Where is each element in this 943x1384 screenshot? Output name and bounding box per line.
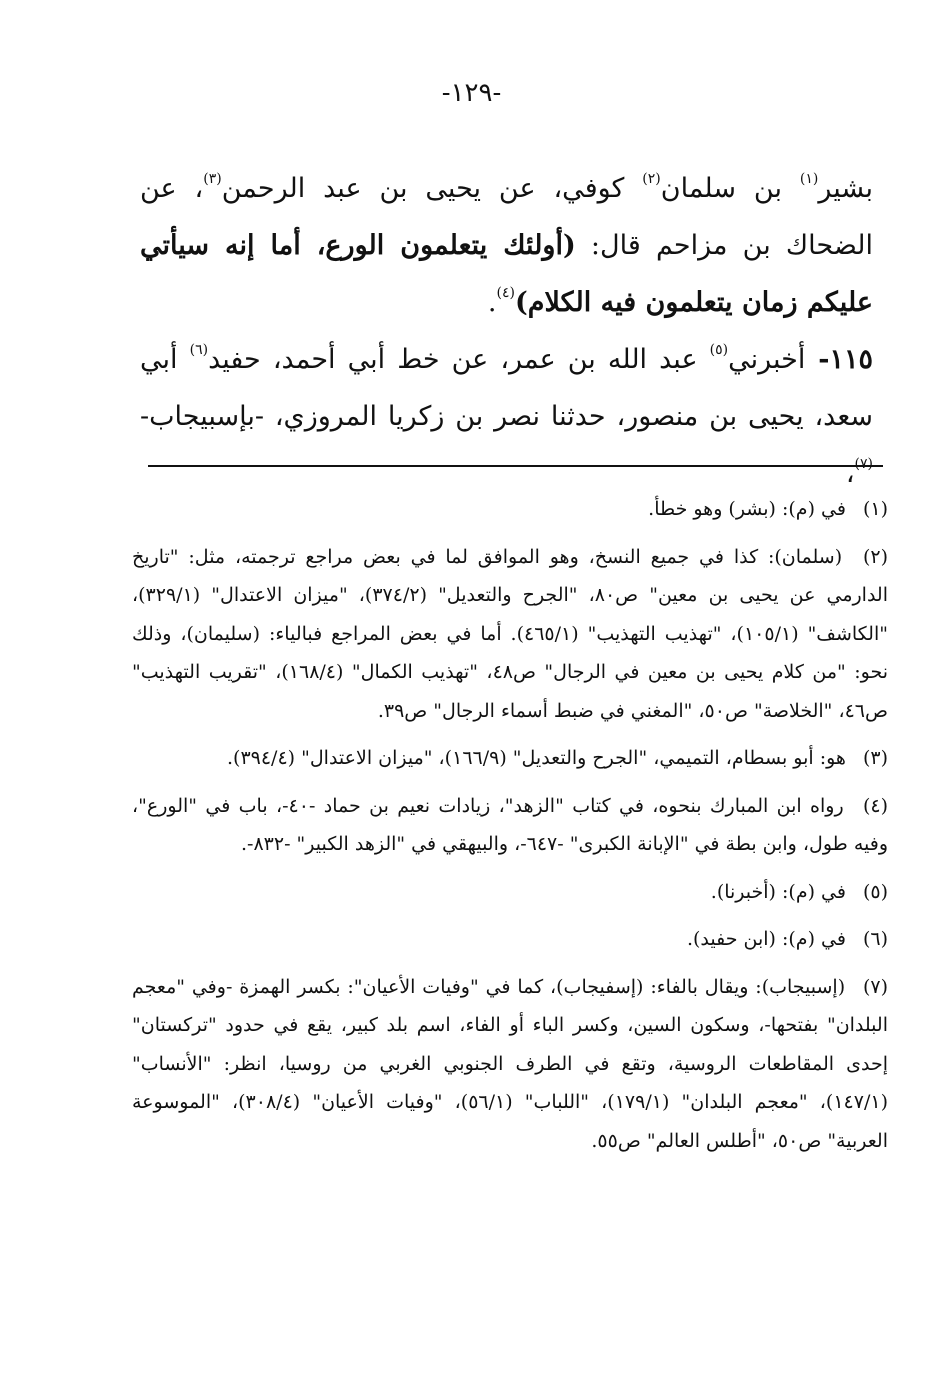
text-run: . xyxy=(487,287,497,318)
text-run: كوفي، عن يحيى بن عبد الرحمن xyxy=(221,173,643,204)
bold-text: (أولئك يتعلمون الورع، أما إنه سيأتي عليكم زمان يتعلمون فيه الكلام) xyxy=(140,230,873,318)
text-run: أبي سعد، يحيى بن منصور، حدثنا نصر بن زكريا المروزي، -بإسبيجاب- xyxy=(140,344,873,432)
page-number: -١٢٩- xyxy=(441,78,502,108)
footnote-6 xyxy=(132,920,888,959)
text-run: أخبرني xyxy=(728,344,806,375)
footnote-text: رواه ابن المبارك بنحوه، في كتاب "الزهد"، زيادات نعيم بن حماد -٤٠-، باب في "الورع"، وفيه طول، وابن بطة في "الإبانة الكبرى" -٦٤٧-، والبيهقي في "الزهد الكبير" -٨٣٢-. xyxy=(132,794,888,855)
footnote-5 xyxy=(132,873,888,912)
footnote-reference: (٦) xyxy=(189,342,209,358)
footnote-text: في (م): (ابن حفيد). xyxy=(686,928,846,950)
footnote-4 xyxy=(132,787,888,864)
footnote-reference: (١) xyxy=(799,171,819,187)
footnote-number: (٤) xyxy=(862,794,888,817)
footnote-text: هو: أبو بسطام، التميمي، "الجرح والتعديل" (١٦٦/٩)، "ميزان الاعتدال" (٣٩٤/٤). xyxy=(226,747,846,769)
footnote-1 xyxy=(132,490,888,529)
footnote-number: (١) xyxy=(862,498,888,520)
text-run: بشير xyxy=(818,173,873,204)
footnote-reference: (٧) xyxy=(854,456,873,472)
footnote-number: (٧) xyxy=(862,975,888,998)
footnote-2 xyxy=(132,538,888,731)
footnote-3 xyxy=(132,739,888,778)
footnote-number: (٥) xyxy=(862,880,888,903)
footnote-number: (٦) xyxy=(862,928,888,950)
footnote-number: (٢) xyxy=(862,545,888,568)
footnote-reference: (٢) xyxy=(642,171,661,187)
text-run: عبد الله بن عمر، عن خط أبي أحمد، حفيد xyxy=(208,344,710,375)
text-run: بن سلمان xyxy=(660,173,800,204)
footnote-divider xyxy=(148,465,883,467)
text-run: ، عن الضحاك بن مزاحم قال: xyxy=(140,173,873,261)
footnote-7 xyxy=(132,968,888,1161)
footnote-text: (سلمان): كذا في جميع النسخ، وهو الموافق لما في بعض مراجع ترجمته، مثل: "تاريخ الدارمي عن يحيى بن معين" ص٨٠، "الجرح والتعديل" (٣٧٤/٢)، "ميزان الاعتدال" (٣٢٩/١)، "الكاشف" (١٠٥/١)، "تهذيب التهذيب" (٤٦٥/١). أما في بعض المراجع فبالياء: (سليمان)، وذلك نحو: "من كلام يحيى بن معين في الرجال" ص٤٨، "تهذيب الكمال" (١٦٨/٤)، "تقريب التهذيب" ص٤٦، "الخلاصة" ص٥٠، "المغني في ضبط أسماء الرجال" ص٣٩. xyxy=(132,545,889,722)
footnote-number: (٣) xyxy=(862,747,888,769)
footnote-reference: (٤) xyxy=(496,285,515,301)
footnotes xyxy=(132,490,888,1169)
footnote-text: في (م): (بشر) وهو خطأ. xyxy=(648,498,846,520)
main-paragraph-2 xyxy=(140,331,873,502)
text-run: ، xyxy=(845,458,855,489)
main-paragraph-1 xyxy=(140,160,873,331)
bold-text: ١١٥- xyxy=(805,344,873,375)
footnote-reference: (٥) xyxy=(709,342,729,358)
footnote-reference: (٣) xyxy=(203,171,222,187)
footnote-text: (إسبيجاب): ويقال بالفاء: (إسفيجاب)، كما في "وفيات الأعيان": بكسر الهمزة -وفي "معجم البلدان" بفتحها-، وسكون السين، وكسر الباء أو الفاء، اسم بلد كبير، يقع في حدود "تركستان" إحدى المقاطعات الروسية، وتقع في الطرف الجنوبي الغربي من روسيا، انظر: "الأنساب" (١٤٧/١)، "معجم البلدان" (١٧٩/١)، "اللباب" (٥٦/١)، "وفيات الأعيان" (٣٠٨/٤)، "الموسوعة العربية" ص٥٠، "أطلس العالم" ص٥٥. xyxy=(132,975,888,1152)
footnote-text: في (م): (أخبرنا). xyxy=(710,880,846,903)
main-text xyxy=(140,160,873,502)
